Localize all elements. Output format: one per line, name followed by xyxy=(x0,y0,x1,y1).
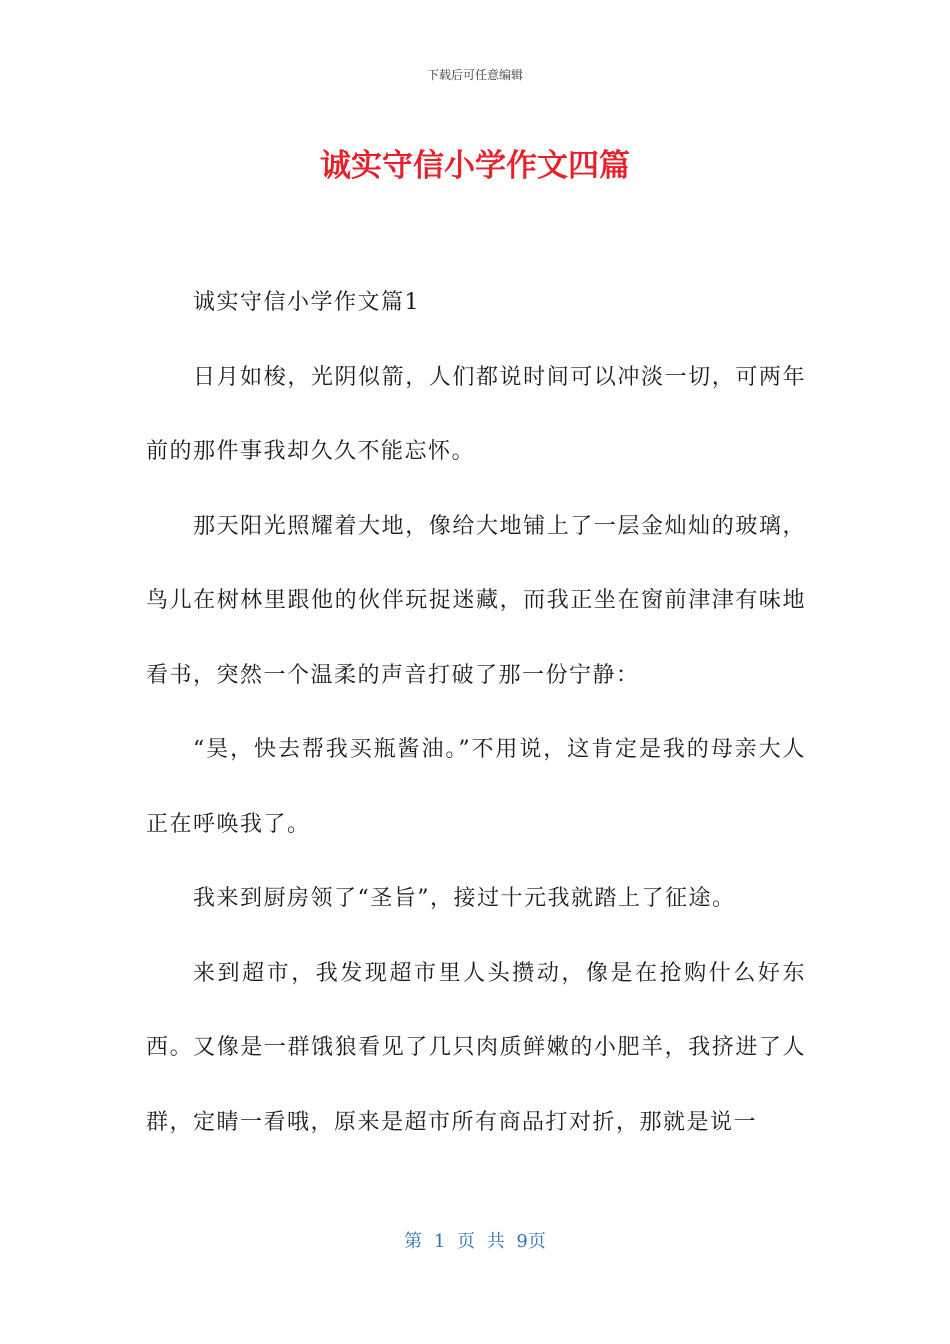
paragraph: “昊，快去帮我买瓶酱油。”不用说，这肯定是我的母亲大人正在呼唤我了。 xyxy=(146,737,806,837)
document-title: 诚实守信小学作文四篇 xyxy=(320,148,630,184)
document-body xyxy=(146,266,806,1160)
section-heading: 诚实守信小学作文篇1 xyxy=(193,290,420,315)
paragraph: 我来到厨房领了“圣旨”，接过十元我就踏上了征途。 xyxy=(193,886,736,911)
paragraph: 那天阳光照耀着大地，像给大地铺上了一层金灿灿的玻璃，鸟儿在树林里跟他的伙伴玩捉迷藏，而我正坐在窗前津津有味地看书，突然一个温柔的声音打破了那一份宁静： xyxy=(146,513,806,688)
paragraph: 日月如梭，光阴似箭，人们都说时间可以冲淡一切，可两年前的那件事我却久久不能忘怀。 xyxy=(146,364,806,464)
page-header-note: 下载后可任意编辑 xyxy=(426,68,523,82)
page-number: 第 1 页 共 9页 xyxy=(404,1231,546,1252)
paragraph: 来到超市，我发现超市里人头攒动，像是在抢购什么好东西。又像是一群饿狼看见了几只肉质鲜嫩的小肥羊，我挤进了人群，定睛一看哦，原来是超市所有商品打对折，那就是说一 xyxy=(146,960,806,1135)
